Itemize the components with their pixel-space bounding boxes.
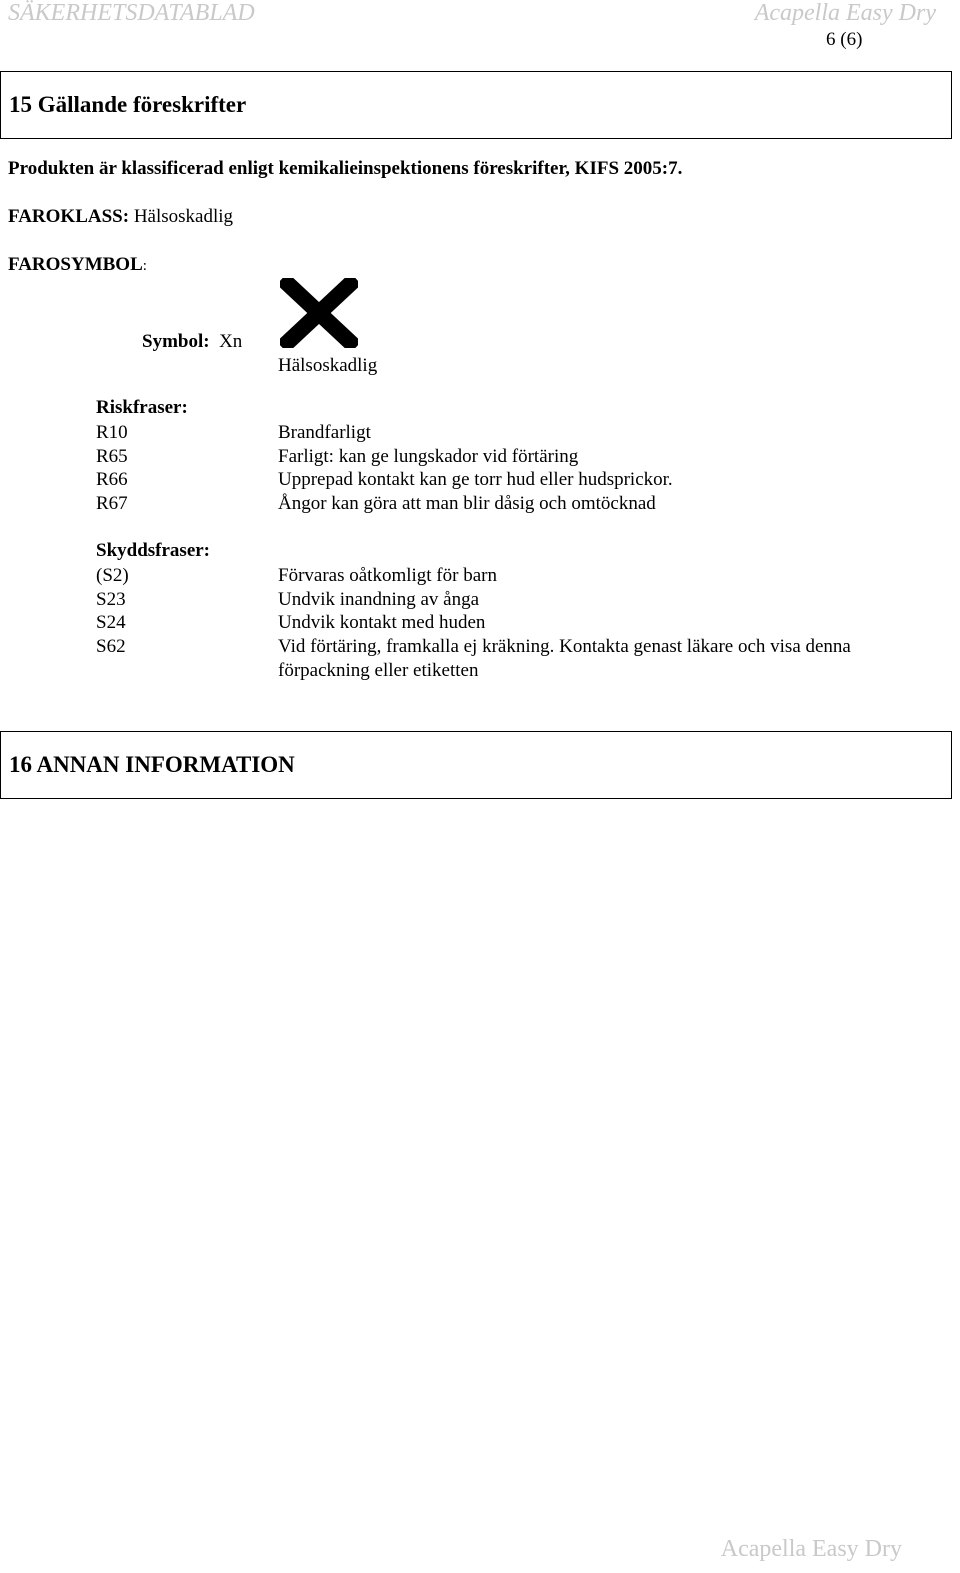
section-15-title: 15 Gällande föreskrifter — [9, 92, 247, 117]
risk-code: R67 — [96, 493, 128, 515]
risk-phrase: Farligt: kan ge lungskador vid förtäring — [278, 445, 579, 467]
symbol-line — [142, 331, 242, 353]
section-16-heading-box — [0, 731, 952, 799]
section-16-title: 16 ANNAN INFORMATION — [9, 752, 295, 777]
risk-code: R10 — [96, 422, 128, 443]
farosymbol-colon: : — [142, 258, 147, 274]
farosymbol-label: FAROSYMBOL — [8, 254, 143, 275]
skyddsfraser-texts — [278, 564, 851, 682]
header-product-name: Acapella Easy Dry — [754, 0, 936, 26]
riskfraser-texts — [278, 421, 673, 516]
cross-xn-icon — [280, 278, 358, 348]
safety-code: (S2) — [96, 565, 129, 586]
safety-phrase: Undvik inandning av ånga — [278, 588, 480, 610]
safety-code: S62 — [96, 636, 126, 658]
safety-code: S23 — [96, 588, 126, 610]
safety-phrase: Vid förtäring, framkalla ej kräkning. Kontakta genast läkare och visa denna — [278, 636, 851, 658]
risk-code: R66 — [96, 469, 128, 491]
risk-phrase: Brandfarligt — [278, 422, 371, 443]
faroklass-line — [8, 206, 233, 228]
safety-phrase: Förvaras oåtkomligt för barn — [278, 565, 497, 586]
page-number: 6 (6) — [826, 29, 863, 50]
symbol-label: Symbol: — [142, 331, 210, 352]
riskfraser-heading: Riskfraser: — [96, 397, 188, 418]
faroklass-value: Hälsoskadlig — [129, 206, 234, 227]
risk-phrase: Ångor kan göra att man blir dåsig och omtöcknad — [278, 493, 656, 515]
safety-code: S24 — [96, 612, 126, 634]
riskfraser-codes — [96, 421, 128, 516]
footer-product-name: Acapella Easy Dry — [720, 1536, 902, 1562]
section-15-heading-box — [0, 71, 952, 139]
safety-phrase-continued: förpackning eller etiketten — [278, 659, 479, 681]
pictogram-label: Hälsoskadlig — [278, 355, 378, 376]
risk-phrase: Upprepad kontakt kan ge torr hud eller hudsprickor. — [278, 469, 673, 491]
farosymbol-line — [8, 254, 147, 276]
header-doc-type: SÄKERHETSDATABLAD — [8, 0, 255, 26]
symbol-value: Xn — [219, 331, 243, 352]
skyddsfraser-codes — [96, 564, 129, 659]
faroklass-label: FAROKLASS: — [8, 206, 130, 227]
risk-code: R65 — [96, 445, 128, 467]
skyddsfraser-heading: Skyddsfraser: — [96, 540, 211, 561]
safety-phrase: Undvik kontakt med huden — [278, 612, 486, 634]
classification-intro: Produkten är klassificerad enligt kemikalieinspektionens föreskrifter, KIFS 2005:7. — [8, 158, 683, 179]
